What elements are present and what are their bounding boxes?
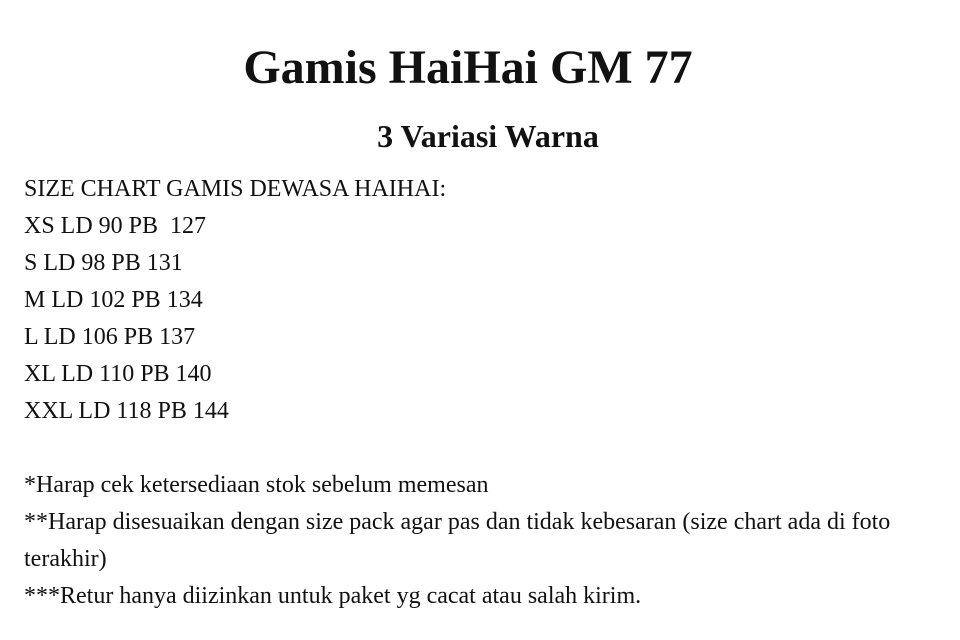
note-return: ***Retur hanya diizinkan untuk paket yg cacat atau salah kirim.: [24, 583, 642, 609]
size-row-m: M LD 102 PB 134: [24, 287, 203, 313]
size-row-s: S LD 98 PB 131: [24, 250, 183, 276]
product-subtitle: 3 Variasi Warna: [377, 118, 599, 154]
note-stock: *Harap cek ketersediaan stok sebelum memesan: [24, 472, 489, 498]
size-row-l: L LD 106 PB 137: [24, 324, 196, 350]
size-row-xl: XL LD 110 PB 140: [24, 361, 212, 387]
product-title: Gamis HaiHai GM 77: [243, 41, 693, 94]
size-chart-heading: SIZE CHART GAMIS DEWASA HAIHAI:: [24, 176, 447, 202]
blank-line: [24, 430, 924, 467]
size-row-xs: XS LD 90 PB 127: [24, 213, 207, 239]
size-row-xxl: XXL LD 118 PB 144: [24, 398, 229, 424]
product-details: [24, 171, 924, 615]
note-size-pack: **Harap disesuaikan dengan size pack agar pas dan tidak kebesaran (size chart ada di foto terakhir): [24, 509, 891, 572]
